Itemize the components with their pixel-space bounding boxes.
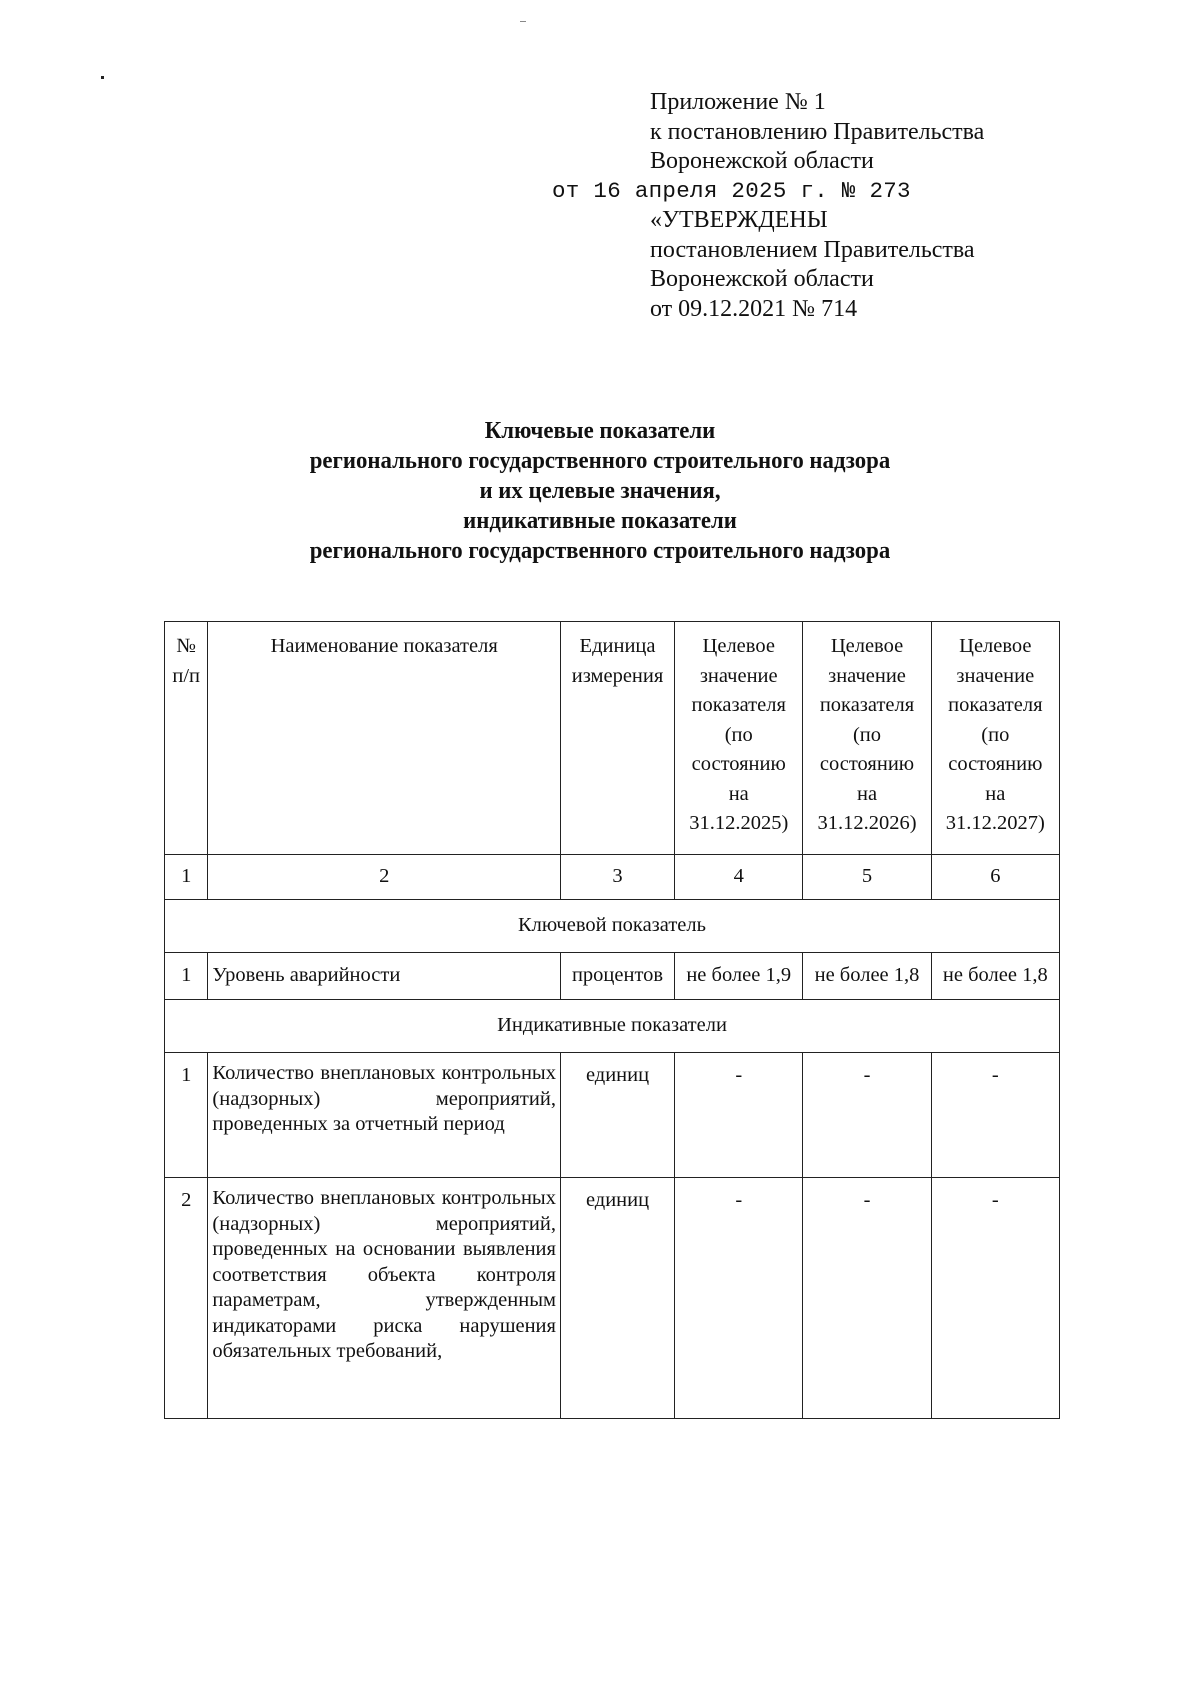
header-num: № п/п	[165, 622, 208, 855]
header-target-2026: Целевое значение показателя (по состоянию на 31.12.2026)	[803, 622, 931, 855]
row-value-2025: не более 1,9	[675, 953, 803, 1000]
table-header-row	[165, 622, 1060, 855]
table-row	[165, 953, 1060, 1000]
section-row-key	[165, 900, 1060, 953]
row-value-2025: -	[675, 1178, 803, 1419]
section-row-indicative	[165, 1000, 1060, 1053]
row-value-2026: -	[803, 1053, 931, 1178]
header-target-2027: Целевое значение показателя (по состоянию на 31.12.2027)	[931, 622, 1059, 855]
section-label: Индикативные показатели	[165, 1000, 1060, 1053]
title-line: и их целевые значения,	[479, 477, 721, 504]
row-value-2027: -	[931, 1053, 1059, 1178]
approved-line: Воронежской области	[650, 266, 874, 292]
row-unit: единиц	[560, 1178, 674, 1419]
header-unit: Единица измерения	[560, 622, 674, 855]
title-line: Ключевые показатели	[484, 417, 716, 444]
title-line: индикативные показатели	[463, 507, 737, 534]
column-number: 5	[803, 855, 931, 900]
column-number: 1	[165, 855, 208, 900]
row-value-2026: -	[803, 1178, 931, 1419]
row-num: 1	[165, 1053, 208, 1178]
title-line: регионального государственного строительного надзора	[309, 447, 891, 474]
row-name: Уровень аварийности	[208, 953, 561, 1000]
title-line: регионального государственного строительного надзора	[309, 537, 891, 564]
table-row	[165, 1178, 1060, 1419]
row-name: Количество внеплановых контрольных (надзорных) мероприятий, проведенных на основании выявления соответствия объекта контроля параметрам, утвержденным индикаторами риска нарушения обязательных требований,	[208, 1178, 561, 1419]
column-numbers-row	[165, 855, 1060, 900]
approval-block	[552, 88, 985, 324]
row-unit: единиц	[560, 1053, 674, 1178]
table-row	[165, 1053, 1060, 1178]
row-value-2027: -	[931, 1178, 1059, 1419]
approval-line: Приложение № 1	[650, 89, 826, 115]
column-number: 4	[675, 855, 803, 900]
row-value-2025: -	[675, 1053, 803, 1178]
document-title	[42, 416, 1158, 566]
row-name: Количество внеплановых контрольных (надзорных) мероприятий, проведенных за отчетный период	[208, 1053, 561, 1178]
row-value-2027: не более 1,8	[931, 953, 1059, 1000]
header-name: Наименование показателя	[208, 622, 561, 855]
column-number: 6	[931, 855, 1059, 900]
scan-artifact	[520, 21, 526, 22]
row-unit: процентов	[560, 953, 674, 1000]
approved-line: постановлением Правительства	[650, 236, 975, 263]
row-value-2026: не более 1,8	[803, 953, 931, 1000]
approved-line: «УТВЕРЖДЕНЫ	[650, 207, 828, 233]
section-label: Ключевой показатель	[165, 900, 1060, 953]
row-num: 1	[165, 953, 208, 1000]
column-number: 3	[560, 855, 674, 900]
column-number: 2	[208, 855, 561, 900]
resolution-date-stamp: от 16 апреля 2025 г. № 273	[552, 177, 911, 204]
scan-artifact	[101, 76, 104, 79]
approved-line: от 09.12.2021 № 714	[650, 295, 858, 322]
row-num: 2	[165, 1178, 208, 1419]
header-target-2025: Целевое значение показателя (по состоянию на 31.12.2025)	[675, 622, 803, 855]
approval-line: Воронежской области	[650, 148, 874, 174]
indicators-table	[164, 621, 1060, 1419]
approval-line: к постановлению Правительства	[650, 118, 985, 145]
